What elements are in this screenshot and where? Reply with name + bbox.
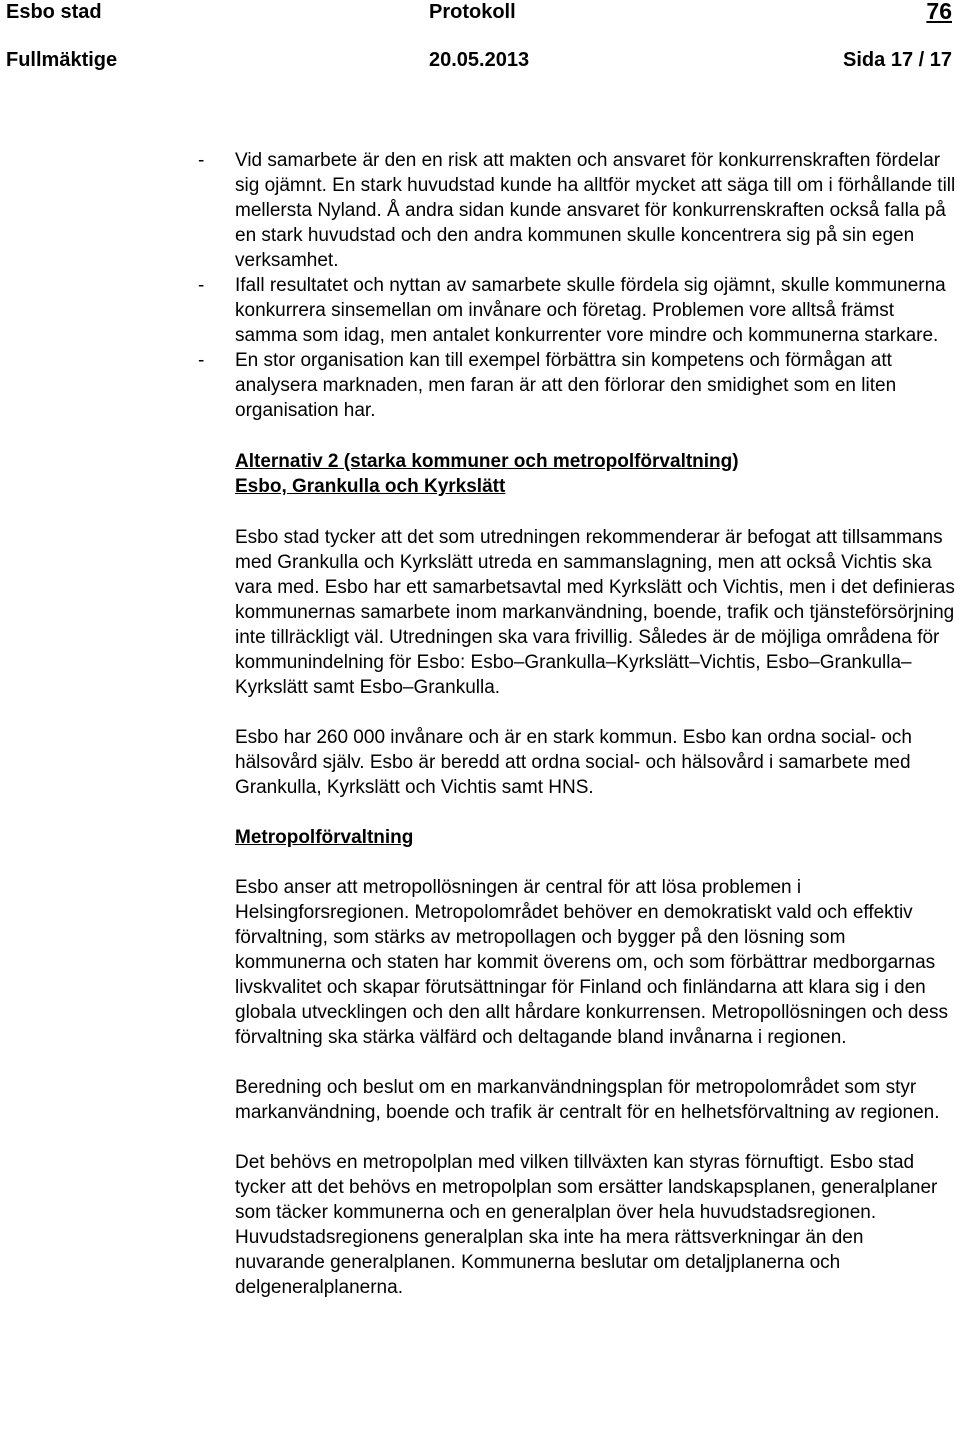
alt2-paragraph-1: Esbo stad tycker att det som utredningen rekommenderar är befogat att tillsammans med Grankulla och Kyrkslätt utreda en sammanslagning, men att också Vichtis ska vara med. Esbo har ett samarbetsavtal med Kyrkslätt och Vichtis, men i det definieras kommunernas samarbete inom markanvändning, boende, trafik och tjänsteförsörjning inte tillräckligt väl. Utredningen ska vara frivillig. Således är de möjliga områdena för kommunindelning för Esbo: Esbo–Grankulla–Kyrkslätt–Vichtis, Esbo–Grankulla–Kyrkslätt samt Esbo–Grankulla. xyxy=(235,527,955,698)
metro-paragraph-3: Det behövs en metropolplan med vilken tillväxten kan styras förnuftigt. Esbo stad tycker att det behövs en metropolplan som ersätter landskapsplanen, generalplaner som täcker kommunerna och en generalplan över hela huvudstadsregionen. Huvudstadsregionens generalplan ska inte ha mera rättsverkningar än den nuvarande generalplanen. Kommunerna beslutar om detaljplanerna och delgeneralplanerna. xyxy=(235,1152,938,1298)
metro-paragraph-2: Beredning och beslut om en markanvändningsplan för metropolområdet som styr markanvändning, boende och trafik är centralt för en helhetsförvaltning av regionen. xyxy=(235,1077,940,1123)
bullet-dash: - xyxy=(198,350,205,371)
bullet-text: Vid samarbete är den en risk att makten och ansvaret för konkurrenskraften fördelar sig ojämnt. En stark huvudstad kunde ha alltför mycket att säga till om i förhållande till mellersta Nyland. Å andra sidan kunde ansvaret för konkurrenskraften också falla på en stark huvudstad och den andra kommunen skulle koncentrera sig på sin egen verksamhet. xyxy=(235,150,956,271)
bullet-text: En stor organisation kan till exempel förbättra sin kompetens och förmågan att analysera marknaden, men faran är att den förlorar den smidighet som en liten organisation har. xyxy=(235,350,897,421)
organization-name: Esbo stad xyxy=(6,1,102,23)
alternative-2-heading: Alternativ 2 (starka kommuner och metropolförvaltning) xyxy=(235,451,739,472)
body-name: Fullmäktige xyxy=(6,49,118,71)
bullet-dash: - xyxy=(198,150,205,171)
list-item xyxy=(198,273,957,348)
bullet-text: Ifall resultatet och nyttan av samarbete skulle fördela sig ojämnt, skulle kommunerna konkurrera sinsemellan om invånare och företag. Problemen vore alltså främst samma som idag, men antalet konkurrenter vore mindre och kommunerna starkare. xyxy=(235,275,946,346)
page-counter: Sida 17 / 17 xyxy=(843,49,952,71)
list-item xyxy=(198,348,957,423)
protocol-page-number: 76 xyxy=(926,0,952,24)
document-type: Protokoll xyxy=(429,1,516,23)
metropolitan-administration-heading: Metropolförvaltning xyxy=(235,827,414,848)
meeting-date: 20.05.2013 xyxy=(429,49,530,71)
list-item xyxy=(198,148,957,273)
alt2-paragraph-2: Esbo har 260 000 invånare och är en stark kommun. Esbo kan ordna social- och hälsovård själv. Esbo är beredd att ordna social- och hälsovård i samarbete med Grankulla, Kyrkslätt och Vichtis samt HNS. xyxy=(235,727,912,798)
municipalities-heading: Esbo, Grankulla och Kyrkslätt xyxy=(235,476,506,497)
document-body xyxy=(198,148,957,1300)
bullet-list xyxy=(198,148,957,423)
metro-paragraph-1: Esbo anser att metropollösningen är central för att lösa problemen i Helsingforsregionen. Metropolområdet behöver en demokratiskt vald och effektiv förvaltning, som stärks av metropollagen och bygger på den lösning som kommunerna och staten har kommit överens om, och som förbättrar medborgarnas livskvalitet och skapar förutsättningar för Finland och finländarna att klara sig i den globala utvecklingen och den allt hårdare konkurrensen. Metropollösningen och dess förvaltning ska stärka välfärd och deltagande bland invånarna i regionen. xyxy=(235,877,948,1048)
bullet-dash: - xyxy=(198,275,205,296)
